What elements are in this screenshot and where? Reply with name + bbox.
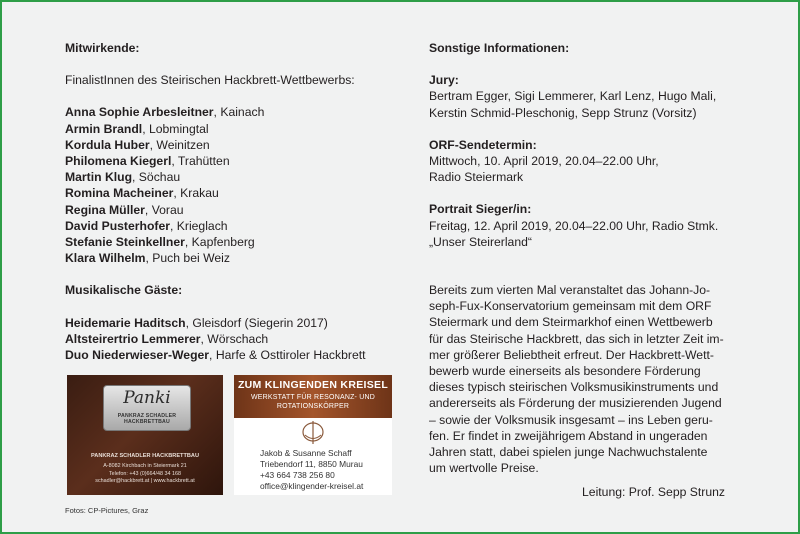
paragraph-line: Steiermark und dem Steirmarkhof einen Wettbewerb [429, 315, 713, 330]
list-item: Romina Macheiner, Krakau [65, 186, 219, 201]
portrait-line: Freitag, 12. April 2019, 20.04–22.00 Uhr, Radio Stmk. [429, 218, 719, 233]
company-address: A-8082 Kirchbach in Steiermark 21 Telefon: +43 (0)664/48 34 168 schadler@hackbrett.at | www.hackbrett.at [95, 463, 195, 485]
paragraph-line: um wertvolle Preise. [429, 461, 539, 476]
right-column [429, 40, 739, 501]
photo-credit: Fotos: CP-Pictures, Graz [65, 506, 149, 515]
paragraph-line: seph-Fux-Konservatorium gemeinsam mit dem ORF [429, 299, 712, 314]
paragraph-line: für das Steirische Hackbrett, das sich in letzter Zeit im- [429, 331, 724, 346]
list-item: Philomena Kiegerl, Trahütten [65, 154, 230, 169]
orf-label: ORF-Sendetermin: [429, 137, 537, 152]
list-item: Regina Müller, Vorau [65, 202, 184, 217]
description-paragraph [429, 282, 725, 476]
list-item: Klara Wilhelm, Puch bei Weiz [65, 251, 230, 266]
panki-plate-logo: Panki PANKRAZ SCHADLER HACKBRETTBAU [103, 385, 191, 431]
list-item: David Pusterhofer, Krieglach [65, 218, 228, 233]
kreisel-header [234, 375, 392, 418]
list-item: Kordula Huber, Weinitzen [65, 137, 210, 152]
paragraph-line: – sowie der Volksmusik insgesamt – ins Leben geru- [429, 412, 713, 427]
paragraph-line: fen. Er findet in zweijährigem Abstand in ungeraden [429, 428, 708, 443]
portrait-label: Portrait Sieger/in: [429, 202, 532, 217]
finalists-intro: FinalistInnen des Steirischen Hackbrett-Wettbewerbs: [65, 73, 355, 88]
portrait-line: „Unser Steirerland“ [429, 234, 532, 249]
list-item: Duo Niederwieser-Weger, Harfe & Osttiroler Hackbrett [65, 348, 366, 363]
kreisel-title: ZUM KLINGENDEN KREISEL [237, 379, 389, 391]
guests-list [65, 315, 395, 364]
finalists-list [65, 104, 395, 266]
orf-line: Mittwoch, 10. April 2019, 20.04–22.00 Uhr, [429, 154, 659, 169]
list-item: Anna Sophie Arbesleitner, Kainach [65, 105, 265, 120]
list-item: Altsteirertrio Lemmerer, Wörschach [65, 331, 269, 346]
participants-heading: Mitwirkende: [65, 41, 140, 55]
orf-line: Radio Steiermark [429, 170, 524, 185]
list-item: Heidemarie Haditsch, Gleisdorf (Siegerin 2017) [65, 315, 328, 330]
kreisel-logo-card [234, 375, 392, 495]
guests-heading: Musikalische Gäste: [65, 283, 183, 298]
kreisel-subtitle: WERKSTATT FÜR RESONANZ- UND ROTATIONSKÖRPER [250, 394, 375, 410]
list-item: Stefanie Steinkellner, Kapfenberg [65, 235, 255, 250]
paragraph-line: Jahren statt, dabei spielen junge Nachwuchstalente [429, 445, 708, 460]
company-name: PANKRAZ SCHADLER HACKBRETTBAU [90, 453, 200, 459]
jury-label: Jury: [429, 73, 459, 88]
left-column [65, 40, 395, 363]
leitung-credit: Leitung: Prof. Sepp Strunz [582, 485, 725, 500]
paragraph-line: mer größerer Beliebtheit erfreut. Der Hackbrett-Wett- [429, 347, 714, 362]
list-item: Armin Brandl, Lobmingtal [65, 121, 209, 136]
spinning-top-icon [301, 420, 325, 446]
list-item: Martin Klug, Söchau [65, 170, 181, 185]
kreisel-contact: Jakob & Susanne Schaff Triebendorf 11, 8850 Murau +43 664 738 256 80 office@klingender-kreisel.at [260, 448, 364, 491]
schadler-logo-card [67, 375, 223, 495]
paragraph-line: bewerb wurde einerseits als besondere Förderung [429, 364, 701, 379]
jury-line: Bertram Egger, Sigi Lemmerer, Karl Lenz, Hugo Mali, [429, 89, 717, 104]
paragraph-line: dieses typisch steirischen Volksmusikinstruments und [429, 380, 719, 395]
paragraph-line: andererseits als Förderung der musizierenden Jugend [429, 396, 722, 411]
jury-line: Kerstin Schmid-Pleschonig, Sepp Strunz (Vorsitz) [429, 105, 697, 120]
paragraph-line: Bereits zum vierten Mal veranstaltet das Johann-Jo- [429, 283, 711, 298]
info-heading: Sonstige Informationen: [429, 41, 570, 55]
